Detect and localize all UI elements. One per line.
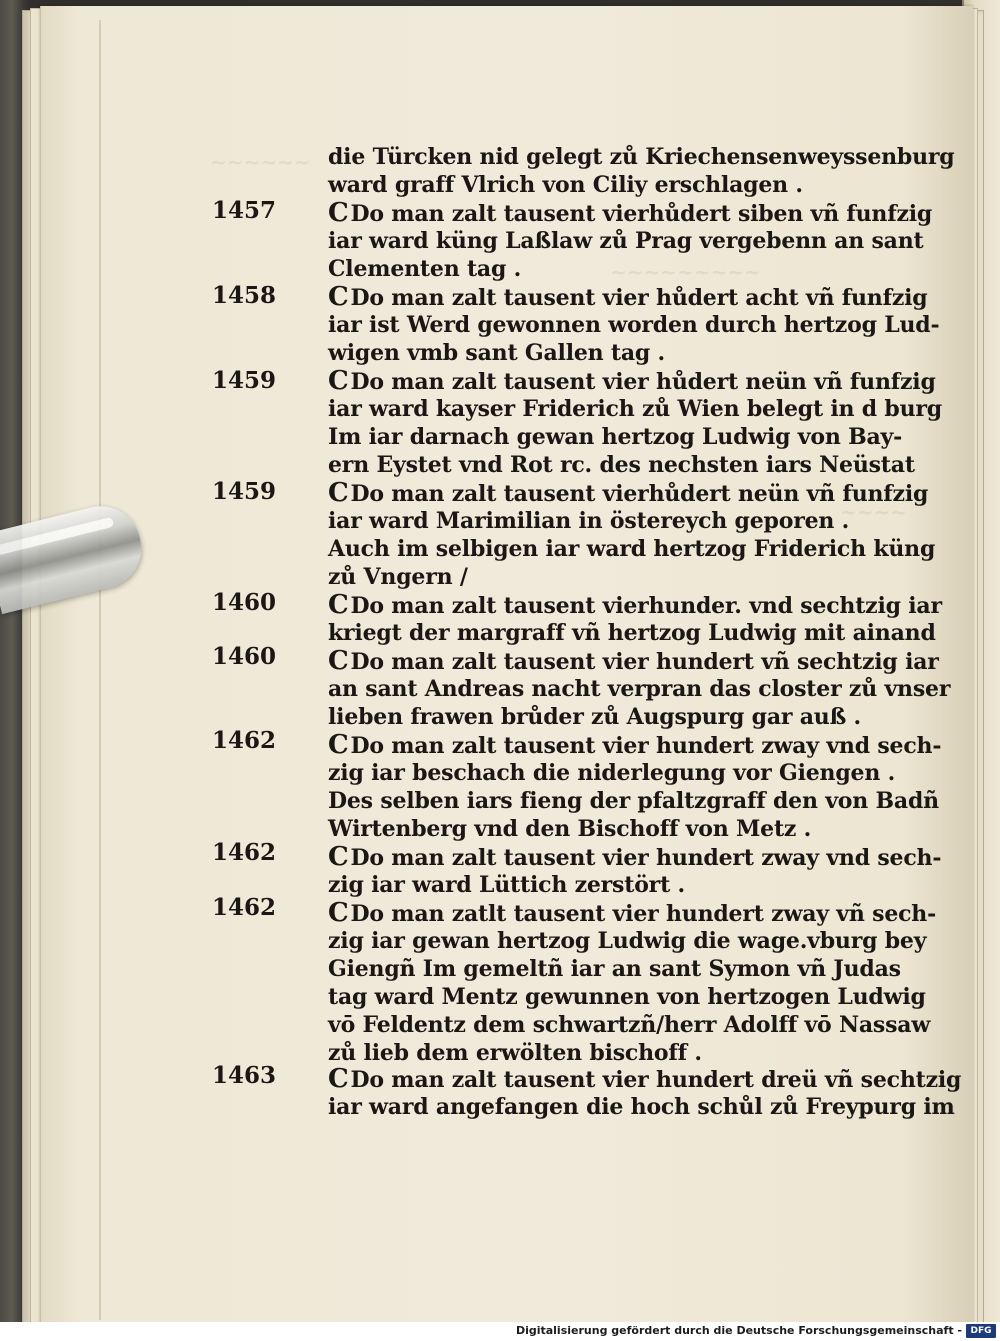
show-through-text: ~~~~ (840, 500, 908, 524)
text-line: Auch im selbigen iar ward hertzog Friderich küng (328, 536, 936, 562)
text-line: Do man zalt tausent vierhůdert siben vñ funfzig (350, 201, 933, 227)
year-label: 1462 (212, 894, 277, 921)
text-line: zig iar ward Lüttich zerstört . (328, 872, 685, 898)
entry-first-line (328, 198, 932, 228)
year-label: 1462 (212, 839, 277, 866)
text-line: Do man zalt tausent vier hundert zway vnd sech- (350, 845, 942, 871)
text-line: Im iar darnach gewan hertzog Ludwig von Bay- (328, 424, 903, 450)
text-line: Do man zatlt tausent vier hundert zway vñ sech- (350, 901, 937, 927)
entry-first-line (328, 646, 939, 676)
text-line: wigen vmb sant Gallen tag . (328, 340, 666, 366)
show-through-text: ~~~~~~ (210, 150, 311, 174)
text-line: iar ist Werd gewonnen worden durch hertzog Lud- (328, 312, 940, 338)
entry-first-line (328, 590, 942, 620)
text-line: iar ward küng Laßlaw zů Prag vergebenn an sant (328, 228, 924, 254)
pilcrow-mark: C (328, 478, 349, 508)
pilcrow-mark: C (328, 898, 349, 928)
show-through-text: ~~~~~~~~~ (610, 260, 761, 284)
text-line: Clementen tag . (328, 256, 522, 282)
text-line: Do man zalt tausent vier hůdert acht vñ funfzig (350, 285, 928, 311)
year-label: 1457 (212, 197, 277, 224)
pilcrow-mark: C (328, 646, 349, 676)
text-line: iar ward Marimilian in östereych geporen . (328, 508, 850, 534)
text-line: Do man zalt tausent vier hundert vñ sechtzig iar (350, 649, 939, 675)
text-line: Des selben iars fieng der pfaltzgraff den von Badñ (328, 788, 939, 814)
text-line: vō Feldentz dem schwartzñ/herr Adolff vō Nassaw (328, 1012, 931, 1038)
text-line: ward graff Vlrich von Ciliy erschlagen . (328, 172, 803, 198)
pilcrow-mark: C (328, 730, 349, 760)
pilcrow-mark: C (328, 842, 349, 872)
year-label: 1459 (212, 367, 277, 394)
text-line: Do man zalt tausent vier hundert dreü vñ sechtzig (350, 1067, 962, 1093)
text-line: Do man zalt tausent vierhunder. vnd sechtzig iar (350, 593, 942, 619)
year-label: 1459 (212, 478, 277, 505)
text-line: zig iar beschach die niderlegung vor Giengen . (328, 760, 896, 786)
funding-credit: Digitalisierung gefördert durch die Deutsche Forschungsgemeinschaft - (515, 1324, 962, 1337)
text-line: Do man zalt tausent vierhůdert neün vñ funfzig (350, 481, 929, 507)
text-line: Giengñ Im gemeltñ iar an sant Symon vñ Judas (328, 956, 901, 982)
entry-first-line (328, 1064, 961, 1094)
text-line: iar ward kayser Friderich zů Wien belegt in d burg (328, 396, 942, 422)
text-line: tag ward Mentz gewunnen von hertzogen Ludwig (328, 984, 926, 1010)
entry-first-line (328, 282, 927, 312)
pilcrow-mark: C (328, 366, 349, 396)
entry-first-line (328, 730, 941, 760)
text-line: ern Eystet vnd Rot rc. des nechsten iars Neüstat (328, 452, 915, 478)
year-label: 1462 (212, 727, 277, 754)
text-line: an sant Andreas nacht verpran das closter zů vnser (328, 676, 951, 702)
year-label: 1460 (212, 643, 277, 670)
pilcrow-mark: C (328, 590, 349, 620)
digitization-footer (0, 1322, 1000, 1341)
text-line: zů Vngern / (328, 564, 468, 590)
pilcrow-mark: C (328, 1064, 349, 1094)
year-label: 1458 (212, 282, 277, 309)
dfg-logo: DFG (966, 1324, 996, 1338)
text-line: iar ward angefangen die hoch schůl zů Freypurg im (328, 1094, 955, 1120)
text-line: kriegt der margraff vñ hertzog Ludwig mit ainand (328, 620, 936, 646)
text-line: zů lieb dem erwölten bischoff . (328, 1040, 702, 1066)
text-line: Wirtenberg vnd den Bischoff von Metz . (328, 816, 812, 842)
entry-first-line (328, 842, 941, 872)
text-line: lieben frawen brůder zů Augspurg gar auß . (328, 704, 862, 730)
text-line: Do man zalt tausent vier hundert zway vnd sech- (350, 733, 942, 759)
entry-first-line (328, 366, 936, 396)
entry-first-line (328, 898, 936, 928)
pilcrow-mark: C (328, 282, 349, 312)
year-label: 1463 (212, 1062, 277, 1089)
year-label: 1460 (212, 589, 277, 616)
pilcrow-mark: C (328, 198, 349, 228)
text-line: Do man zalt tausent vier hůdert neün vñ funfzig (350, 369, 936, 395)
text-line: zig iar gewan hertzog Ludwig die wage.vburg bey (328, 928, 927, 954)
text-line: die Türcken nid gelegt zů Kriechensenweyssenburg (328, 144, 955, 170)
entry-first-line (328, 478, 928, 508)
